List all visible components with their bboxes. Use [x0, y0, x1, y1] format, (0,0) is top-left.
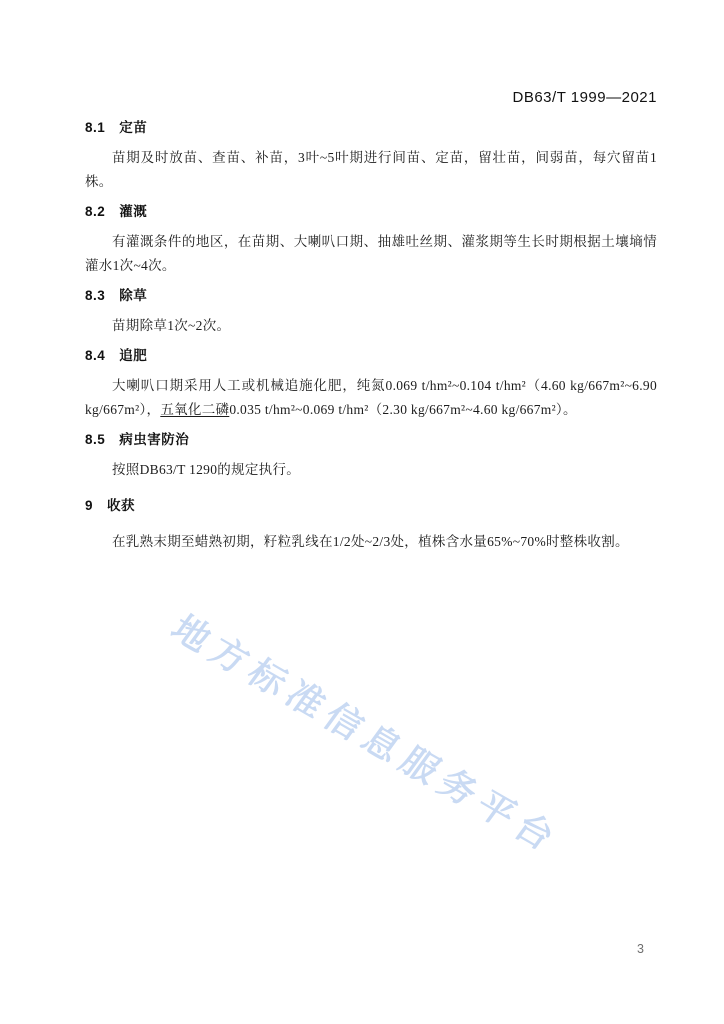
- paragraph: [85, 374, 657, 422]
- watermark: 地方标准信息服务平台: [163, 608, 569, 862]
- section-number: 8.3: [85, 288, 106, 303]
- text-run: 0.035 t/hm²~0.069 t/hm²（2.30 kg/667m²~4.60 kg/667m²）。: [229, 402, 577, 417]
- section-heading-8.5: [85, 432, 657, 448]
- text-run: 大喇叭口期采用人工或机械追施化肥，纯氮0.069 t/hm²~0.104 t/hm²（4.60 kg/667m²~6.90 kg/667m²），: [85, 378, 657, 417]
- paragraph: [85, 314, 657, 338]
- section-title: 追肥: [119, 348, 148, 363]
- section-title: 除草: [119, 288, 148, 303]
- section-number: 8.1: [85, 120, 106, 135]
- paragraph: [85, 230, 657, 278]
- section-heading-8.2: [85, 204, 657, 220]
- section-title: 病虫害防治: [119, 432, 190, 447]
- text-run: 按照DB63/T 1290的规定执行。: [112, 462, 301, 477]
- section-title: 收获: [107, 498, 136, 513]
- section-number: 8.2: [85, 204, 106, 219]
- section-heading-8.1: [85, 120, 657, 136]
- section-number: 8.5: [85, 432, 106, 447]
- paragraph: [85, 530, 657, 554]
- paragraph: [85, 146, 657, 194]
- paragraph: [85, 458, 657, 482]
- text-run: 有灌溉条件的地区，在苗期、大喇叭口期、抽雄吐丝期、灌浆期等生长时期根据土壤墒情灌水1次~4次。: [85, 234, 657, 273]
- underlined-term: 五氧化二磷: [160, 402, 230, 417]
- section-heading-8.3: [85, 288, 657, 304]
- text-run: 苗期及时放苗、查苗、补苗，3叶~5叶期进行间苗、定苗，留壮苗，间弱苗，每穴留苗1株。: [85, 150, 657, 189]
- section-number: 8.4: [85, 348, 106, 363]
- page-header: [85, 89, 657, 106]
- text-run: 苗期除草1次~2次。: [112, 318, 231, 333]
- page-footer: [637, 942, 644, 956]
- section-number: 9: [85, 498, 94, 513]
- section-heading-9: [85, 498, 657, 514]
- doc-code: DB63/T 1999—2021: [512, 89, 657, 106]
- section-title: 灌溉: [119, 204, 148, 219]
- text-run: 在乳熟末期至蜡熟初期，籽粒乳线在1/2处~2/3处，植株含水量65%~70%时整株收割。: [112, 534, 629, 549]
- section-heading-8.4: [85, 348, 657, 364]
- page-number: 3: [637, 942, 644, 956]
- section-title: 定苗: [119, 120, 148, 135]
- document-body: [85, 110, 657, 564]
